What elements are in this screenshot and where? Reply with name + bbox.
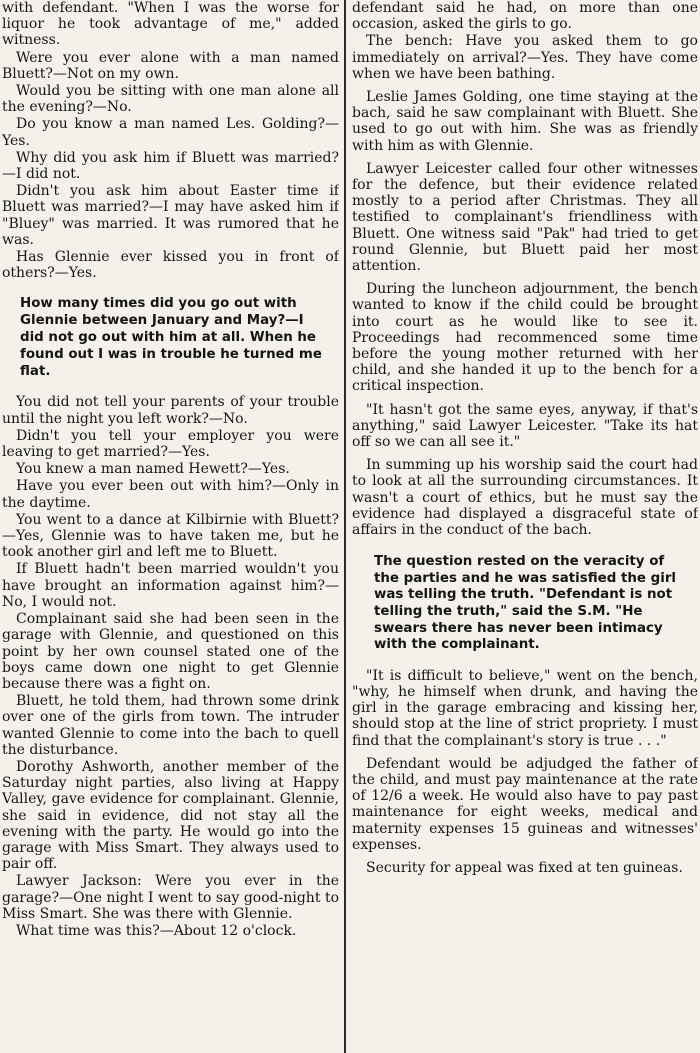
paragraph: Complainant said she had been seen in the garage with Glennie, and questioned on this point by her own counsel stated one of the boys came down one night to get Glennie because there was a fight on. — [2, 611, 339, 692]
right-column — [352, 0, 698, 1053]
paragraph: Didn't you ask him about Easter time if Bluett was married?—I may have asked him if "Bluey" was married. It was rumored that he was. — [2, 183, 339, 248]
paragraph: Lawyer Jackson: Were you ever in the garage?—One night I went to say good-night to Miss Smart. She was there with Glennie. — [2, 873, 339, 922]
paragraph: Defendant would be adjudged the father of the child, and must pay maintenance at the rate of 12/6 a week. He would also have to pay past maintenance for eight weeks, medical and maternity expenses 15 guineas and witnesses' expenses. — [352, 755, 698, 853]
paragraph: Security for appeal was fixed at ten guineas. — [366, 860, 683, 877]
paragraph: In summing up his worship said the court had to look at all the surrounding circumstances. It wasn't a court of ethics, but he must say the evidence had displayed a disgraceful state of affairs in the conduct of the bach. — [352, 457, 698, 539]
bold-paragraph: How many times did you go out with Glennie between January and May?—I did not go out with him at all. When he found out I was in trouble he turned me flat. — [20, 296, 322, 380]
paragraph: Didn't you tell your employer you were leaving to get married?—Yes. — [2, 427, 339, 461]
paragraph: You did not tell your parents of your trouble until the night you left work?—No. — [2, 394, 339, 427]
paragraph: During the luncheon adjournment, the bench wanted to know if the child could be brought into court as he would like to see it. Proceedings had recommenced some time before the young mother returned with her child, and she handed it up to the bench for a critical inspection. — [352, 281, 698, 395]
paragraph: What time was this?—About 12 o'clock. — [16, 922, 297, 939]
paragraph: "It is difficult to believe," went on the bench, "why, he himself when drunk, and having the girl in the garage embracing and kissing her, should stop at the line of strict propriety. I must find that the complainant's story is true . . ." — [352, 667, 698, 749]
paragraph: Would you be sitting with one man alone all the evening?—No. — [2, 83, 339, 116]
paragraph: The bench: Have you asked them to go immediately on arrival?—Yes. They have come when we have been bathing. — [352, 33, 698, 82]
column-rule — [344, 0, 346, 1053]
paragraph: Dorothy Ashworth, another member of the Saturday night parties, also living at Happy Valley, gave evidence for complainant. Glennie, she said in evidence, did not stay all the evening with the party. He would go into the garage with Miss Smart. They always used to pair off. — [2, 758, 339, 873]
paragraph: with defendant. "When I was the worse for liquor he took advantage of me," added witness. — [2, 0, 339, 49]
paragraph: Leslie James Golding, one time staying at the bach, said he saw complainant with Bluett. She used to go out with him. She was as friendly with him as with Glennie. — [352, 89, 698, 154]
paragraph: You went to a dance at Kilbirnie with Bluett?—Yes, Glennie was to have taken me, but he took another girl and left me to Bluett. — [2, 511, 339, 561]
paragraph: defendant said he had, on more than one occasion, asked the girls to go. — [352, 0, 698, 33]
paragraph: "It hasn't got the same eyes, anyway, if that's anything," said Lawyer Leicester. "Take its hat off so we can all see it." — [352, 401, 698, 451]
paragraph: If Bluett hadn't been married wouldn't you have brought an information against him?—No, I would not. — [2, 561, 339, 610]
left-column — [2, 0, 339, 1053]
paragraph: Why did you ask him if Bluett was married?—I did not. — [2, 149, 339, 183]
paragraph: Has Glennie ever kissed you in front of others?—Yes. — [2, 249, 339, 282]
paragraph: Have you ever been out with him?—Only in the daytime. — [2, 478, 339, 511]
paragraph: Lawyer Leicester called four other witnesses for the defence, but their evidence related mostly to a period after Christmas. They all testified to complainant's friendliness with Bluett. One witness said "Pak" had tried to get round Glennie, but Bluett paid her most attention. — [352, 160, 698, 275]
paragraph: Do you know a man named Les. Golding?—Yes. — [2, 116, 339, 149]
paragraph: Were you ever alone with a man named Bluett?—Not on my own. — [2, 49, 339, 82]
paragraph: You knew a man named Hewett?—Yes. — [16, 461, 290, 478]
bold-paragraph: The question rested on the veracity of the parties and he was satisfied the girl was telling the truth. "Defendant is not telling the truth," said the S.M. "He swears there has never been intimacy with the complainant. — [374, 554, 677, 653]
paragraph: Bluett, he told them, had thrown some drink over one of the girls from town. The intruder wanted Glennie to come into the bach to quell the disturbance. — [2, 693, 339, 758]
